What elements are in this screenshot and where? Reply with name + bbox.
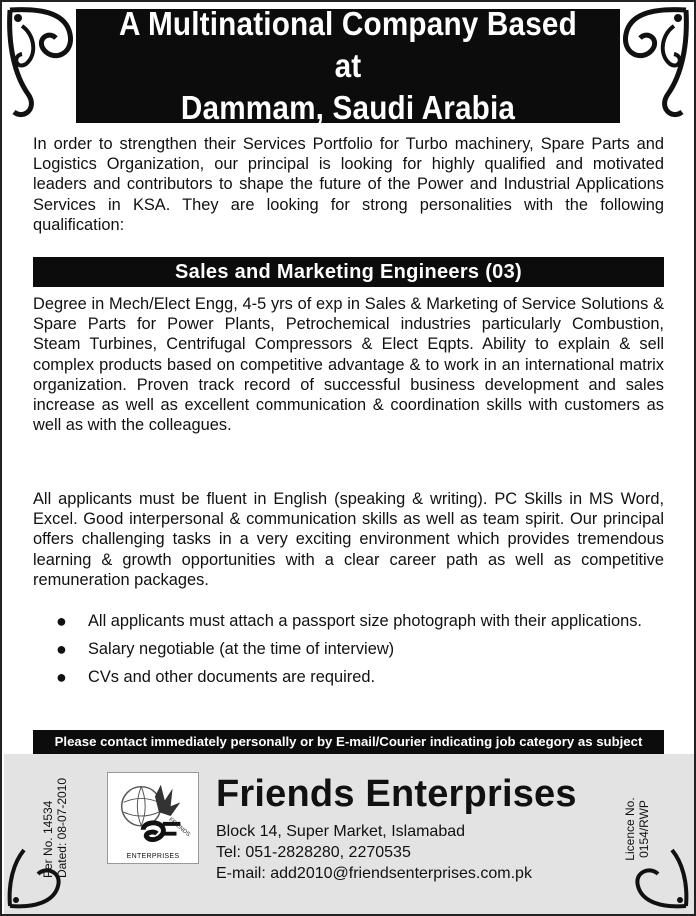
contact-instruction-bar: Please contact immediately personally or by E-mail/Courier indicating job category as subject <box>33 730 664 754</box>
headline-line-1: A Multinational Company Based at <box>119 5 577 84</box>
dated-text: Dated: 08-07-2010 <box>55 777 69 879</box>
applicants-paragraph: All applicants must be fluent in English (speaking & writing). PC Skills in MS Word, Excel. Good interpersonal & communication skills as well as team spirit. Our principal offers challenging tasks in a very exciting environment which provides tremendous learning & growth opportunities with a clear career path as well as competitive remuneration packages. <box>33 490 664 589</box>
bullet-icon: ● <box>56 611 67 631</box>
bullet-text: Salary negotiable (at the time of interview) <box>88 640 395 659</box>
address-line: Block 14, Super Market, Islamabad <box>216 823 466 840</box>
company-name: Friends Enterprises <box>216 773 577 815</box>
list-item <box>50 611 664 631</box>
position-title-bar: Sales and Marketing Engineers (03) <box>33 257 664 287</box>
per-number: Per No. 14534 <box>41 800 55 879</box>
licence-info <box>620 784 654 874</box>
corner-ornament-top-left <box>4 4 76 124</box>
requirements-paragraph: Degree in Mech/Elect Engg, 4-5 yrs of exp in Sales & Marketing of Service Solutions & Spare Parts for Power Plants, Petrochemical industries particularly Combustion, Steam Turbines, Centrifugal Compressors & Elect Eqpts. Ability to explain & sell complex products based on competitive advantage & to work in an international matrix organization. Proven track record of successful business development and sales increase as well as excellent communication & coordination skills with customers as well as with the colleagues. <box>33 295 664 435</box>
intro-paragraph: In order to strengthen their Services Portfolio for Turbo machinery, Spare Parts and Logistics Organization, our principal is looking for highly qualified and motivated leaders and contributors to shape the future of the Power and Industrial Applications Services in KSA. They are looking for strong personalities with the following qualification: <box>33 135 664 234</box>
bullet-text: All applicants must attach a passport size photograph with their applications. <box>88 612 642 630</box>
permission-info <box>38 772 72 884</box>
list-item <box>50 639 664 659</box>
headline-banner <box>76 5 620 126</box>
licence-number: 0154/RWP <box>637 800 651 858</box>
bullet-text: CVs and other documents are required. <box>88 668 375 687</box>
company-logo <box>107 772 199 864</box>
telephone-line: Tel: 051-2828280, 2270535 <box>216 844 411 861</box>
logo-caption: ENTERPRISES <box>126 853 180 860</box>
email-line: E-mail: add2010@friendsenterprises.com.pk <box>216 865 532 882</box>
list-item <box>50 667 664 687</box>
bullet-icon: ● <box>56 667 67 688</box>
svg-text:FRIENDS: FRIENDS <box>167 816 191 839</box>
company-address-block <box>216 822 532 885</box>
bullet-icon: ● <box>56 639 67 660</box>
bullet-list <box>50 611 664 696</box>
corner-ornament-top-right <box>620 4 692 124</box>
headline-line-2: Dammam, Saudi Arabia <box>180 89 516 126</box>
licence-label: Licence No. <box>623 797 637 861</box>
